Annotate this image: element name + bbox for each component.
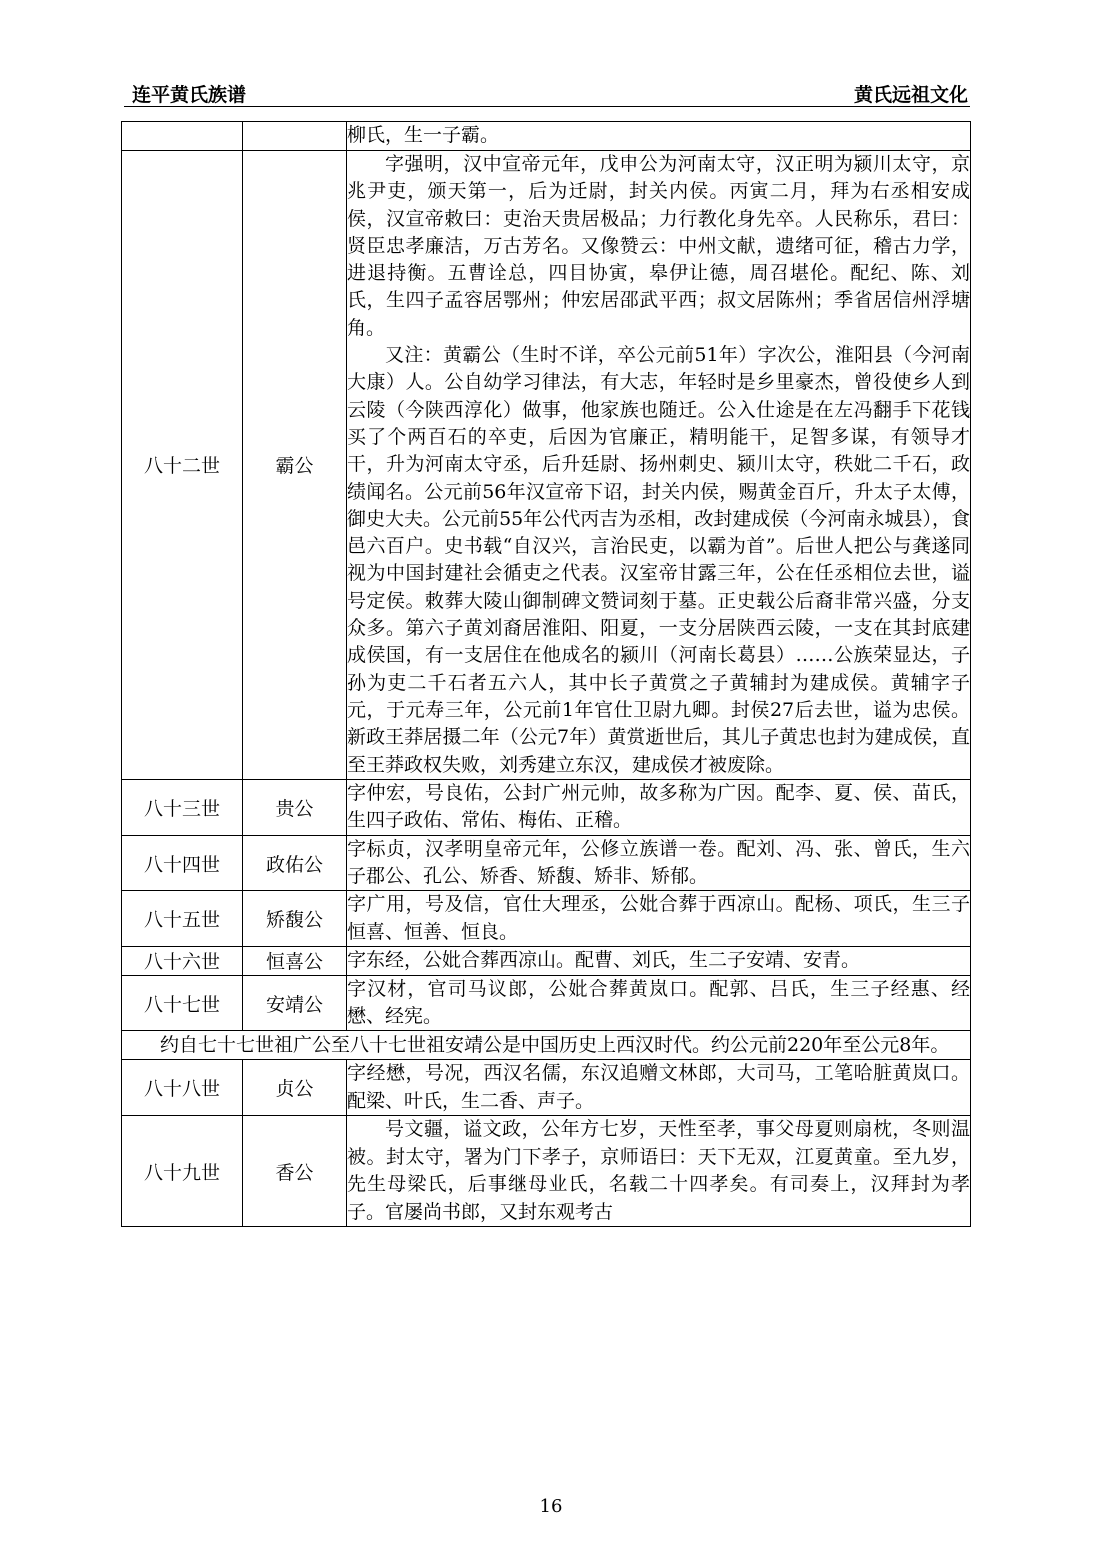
ancestor-name-cell: 恒喜公 (243, 947, 347, 975)
description-cell (347, 891, 971, 947)
generation-cell: 八十九世 (122, 1116, 243, 1227)
description-paragraph: 又注：黄霸公（生时不详，卒公元前51年）字次公，淮阳县（今河南大康）人。公自幼学习律法，有大志，年轻时是乡里豪杰，曾役使乡人到云陵（今陕西淳化）做事，他家族也随迁。公入仕途是在左冯翻手下花钱买了个两百石的卒吏，后因为官廉正，精明能干，足智多谋，有领导才干，升为河南太守丞，后升廷尉、扬州刺史、颍川太守，秩妣二千石，政绩闻名。公元前56年汉宣帝下诏，封关内侯，赐黄金百斤，升太子太傅，御史大夫。公元前55年公代丙吉为丞相，改封建成侯（今河南永城县），食邑六百户。史书载“自汉兴，言治民吏，以霸为首”。后世人把公与龚遂同视为中国封建社会循吏之代表。汉室帝甘露三年，公在任丞相位去世，谥号定侯。敕葬大陵山御制碑文赞词刻于墓。正史载公后裔非常兴盛，分支众多。第六子黄刘裔居淮阳、阳夏，一支分居陕西云陵，一支在其封底建成侯国，有一支居住在他成名的颍川（河南长葛县）……公族荣显达，子孙为吏二千石者五六人，其中长子黄赏之子黄辅封为建成侯。黄辅字子元，于元寿三年，公元前1年官仕卫尉九卿。封侯27后去世，谥为忠侯。新政王莽居摄二年（公元7年）黄赏逝世后，其儿子黄忠也封为建成侯，直至王莽政权失败，刘秀建立东汉，建成侯才被废除。 (347, 344, 970, 776)
description-paragraph: 字仲宏，号良佑，公封广州元帅，故多称为广因。配李、夏、侯、苗氏，生四子政佑、常佑、梅佑、正稽。 (347, 781, 970, 832)
table-row (122, 151, 971, 780)
generation-cell: 八十五世 (122, 891, 243, 947)
description-cell (347, 947, 971, 975)
description-cell (347, 835, 971, 891)
ancestor-name-cell: 矫馥公 (243, 891, 347, 947)
ancestor-name-cell: 贞公 (243, 1060, 347, 1116)
table-row (122, 947, 971, 975)
generation-cell: 八十四世 (122, 835, 243, 891)
description-cell (347, 151, 971, 780)
ancestor-name-cell: 政佑公 (243, 835, 347, 891)
genealogy-table (121, 121, 971, 1227)
generation-cell: 八十二世 (122, 151, 243, 780)
description-cell (347, 1116, 971, 1227)
header-rule (124, 106, 970, 107)
description-paragraph: 号文疆，谥文政，公年方七岁，天性至孝，事父母夏则扇枕，冬则温被。封太守，署为门下孝子，京师语曰：天下无双，江夏黄童。至九岁，先生母梁氏，后事继母业氏，名载二十四孝矣。有司奏上，汉拜封为孝子。官屡尚书郎，又封东观考古 (347, 1118, 970, 1223)
ancestor-name-cell: 安靖公 (243, 975, 347, 1031)
description-paragraph: 柳氏，生一子霸。 (347, 124, 500, 147)
table-row (122, 835, 971, 891)
description-paragraph: 字汉材，官司马议郎，公妣合葬黄岚口。配郭、吕氏，生三子经惠、经懋、经宪。 (347, 977, 970, 1028)
era-note: 约自七十七世祖广公至八十七世祖安靖公是中国历史上西汉时代。约公元前220年至公元8年。 (122, 1031, 971, 1060)
table-row (122, 1116, 971, 1227)
table-row (122, 1060, 971, 1116)
description-paragraph: 字经懋，号况，西汉名儒，东汉追赠文林郎，大司马，工笔哈脏黄岚口。配梁、叶氏，生二香、声子。 (347, 1062, 970, 1112)
table-row (122, 122, 971, 151)
generation-cell: 八十三世 (122, 779, 243, 835)
description-cell (347, 122, 971, 151)
generation-cell: 八十六世 (122, 947, 243, 975)
table-row (122, 975, 971, 1031)
generation-cell: 八十八世 (122, 1060, 243, 1116)
description-paragraph: 字广用，号及信，官仕大理丞，公妣合葬于西凉山。配杨、项氏，生三子恒喜、恒善、恒良。 (347, 893, 970, 943)
description-cell (347, 975, 971, 1031)
description-paragraph: 字东经，公妣合葬西凉山。配曹、刘氏，生二子安靖、安青。 (347, 949, 861, 972)
generation-cell (122, 122, 243, 151)
table-row (122, 779, 971, 835)
era-note-row (122, 1031, 971, 1060)
description-cell (347, 1060, 971, 1116)
description-paragraph: 字强明，汉中宣帝元年，戊申公为河南太守，汉正明为颍川太守，京兆尹吏，颁天第一，后为迁尉，封关内侯。丙寅二月，拜为右丞相安成侯，汉宣帝敕曰：吏治天贵居极品；力行教化身先卒。人民称乐，君曰：贤臣忠孝廉洁，万古芳名。又像赞云：中州文献，遗绪可征，稽古力学，进退持衡。五曹诠总，四目协寅，皋伊让德，周召堪伦。配纪、陈、刘氏，生四子孟容居鄂州；仲宏居邵武平西；叔文居陈州；季省居信州浮塘角。 (347, 153, 970, 339)
ancestor-name-cell: 香公 (243, 1116, 347, 1227)
ancestor-name-cell: 霸公 (243, 151, 347, 780)
description-cell (347, 779, 971, 835)
generation-cell: 八十七世 (122, 975, 243, 1031)
ancestor-name-cell (243, 122, 347, 151)
ancestor-name-cell: 贵公 (243, 779, 347, 835)
table-row (122, 891, 971, 947)
page-header (132, 80, 968, 106)
header-left-title: 连平黄氏族谱 (132, 84, 247, 106)
page-number: 16 (539, 1496, 563, 1517)
description-paragraph: 字标贞，汉孝明皇帝元年，公修立族谱一卷。配刘、冯、张、曾氏，生六子郡公、孔公、矫香、矫馥、矫非、矫郁。 (347, 837, 970, 888)
header-right-title: 黄氏远祖文化 (853, 84, 968, 106)
